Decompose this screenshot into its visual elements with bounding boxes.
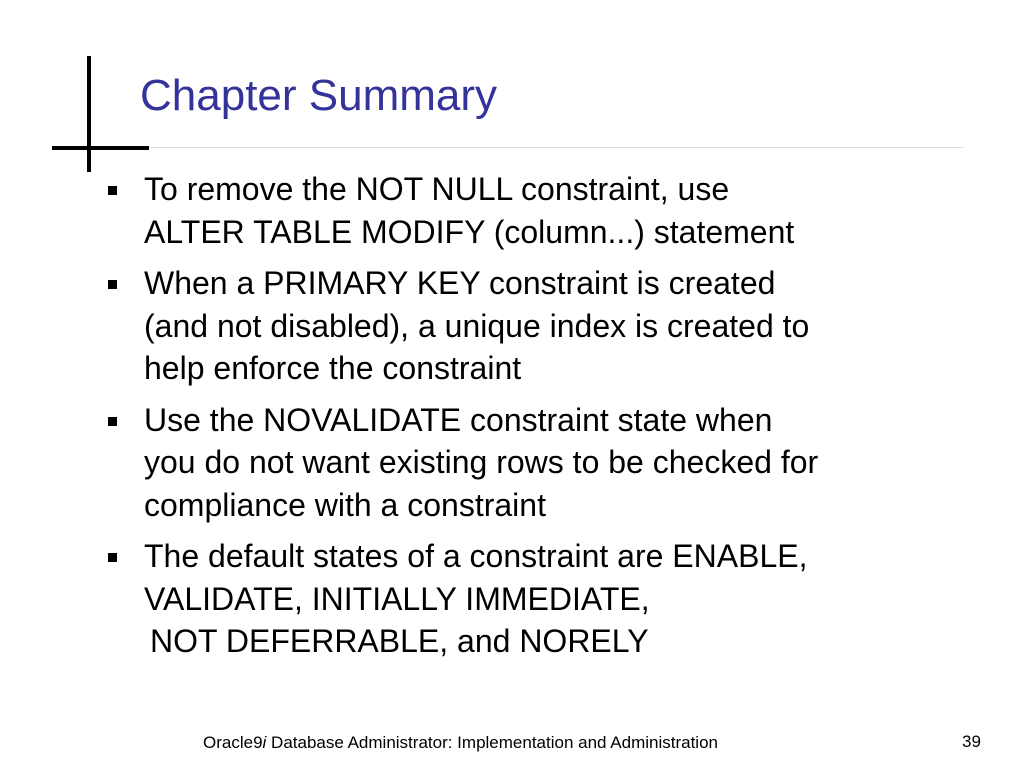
bullet-text-line: VALIDATE, INITIALLY IMMEDIATE,	[144, 580, 650, 617]
bullet-text-line: (and not disabled), a unique index is created to	[144, 307, 810, 344]
title-accent-vertical-line	[87, 56, 91, 172]
footer-product-suffix: i	[262, 733, 267, 752]
bullet-text-line: The default states of a constraint are ENABLE,	[144, 538, 808, 574]
title-accent-horizontal-line	[52, 146, 149, 150]
bullet-text-line: help enforce the constraint	[144, 350, 522, 386]
bullet-item	[107, 168, 997, 253]
footer-product-name: Oracle9	[203, 733, 263, 752]
page-number: 39	[962, 732, 981, 751]
bullet-item	[107, 399, 997, 527]
bullet-list	[107, 168, 997, 672]
bullet-text-line: NOT DEFERRABLE, and NORELY	[150, 623, 649, 659]
bullet-square-icon	[108, 186, 117, 195]
bullet-item	[107, 535, 997, 663]
bullet-text-line: To remove the NOT NULL constraint, use	[144, 171, 730, 207]
bullet-text-line: compliance with a constraint	[144, 486, 546, 523]
bullet-text-line: Use the NOVALIDATE constraint state when	[144, 401, 773, 438]
footer-course-title	[203, 733, 718, 753]
bullet-square-icon	[108, 280, 117, 289]
bullet-text-line: ALTER TABLE MODIFY (column...) statement	[144, 213, 795, 250]
bullet-square-icon	[108, 553, 117, 562]
footer-title-text: Database Administrator: Implementation and Administration	[266, 733, 718, 752]
bullet-item	[107, 262, 997, 390]
title-underline	[149, 147, 964, 148]
bullet-text-line: you do not want existing rows to be checked for	[144, 444, 819, 480]
bullet-square-icon	[108, 417, 117, 426]
slide-title: Chapter Summary	[140, 71, 498, 120]
bullet-text-line: When a PRIMARY KEY constraint is created	[144, 265, 776, 301]
